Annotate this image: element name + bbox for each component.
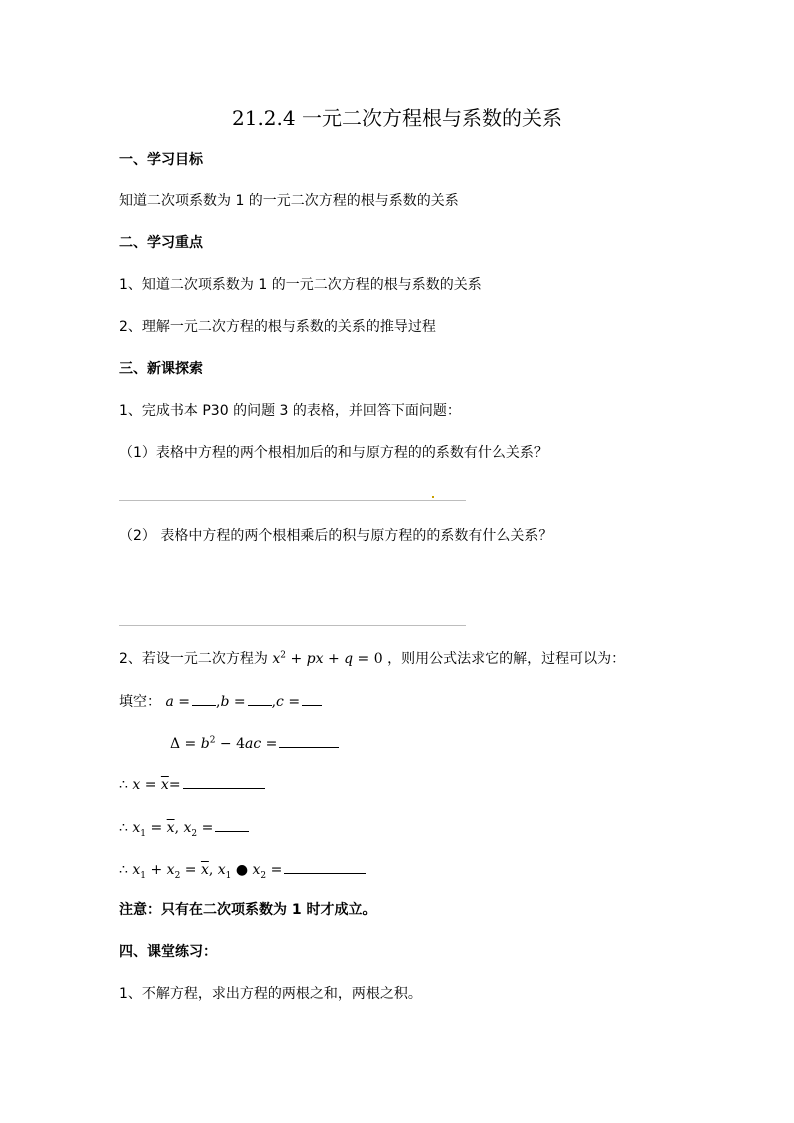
section-heading-explore: 三、新课探索 (119, 361, 203, 377)
note-text: 注意：只有在二次项系数为 1 时才成立。 (119, 902, 377, 918)
explore-item-2-post: ，则用公式法求它的解，过程可以为： (387, 651, 626, 667)
explore-item-2-pre: 2、若设一元二次方程为 (119, 651, 268, 667)
discriminant-blank (279, 733, 339, 748)
sum-product-blank (284, 859, 366, 874)
explore-item-1: 1、完成书本 P30 的问题 3 的表格，并回答下面问题： (119, 403, 461, 419)
section-heading-practice: 四、课堂练习： (119, 944, 217, 960)
explore-item-2 (119, 649, 625, 669)
goals-text: 知道二次项系数为 1 的一元二次方程的根与系数的关系 (119, 193, 459, 209)
fill-label: 填空： (119, 694, 161, 710)
answer-line-1 (119, 500, 466, 501)
section-heading-focus: 二、学习重点 (119, 235, 203, 251)
root-formula-blank (183, 774, 265, 789)
coefficient-blanks: a = ,b = ,c = (165, 694, 322, 710)
sum-product-line: ∴ $x_1 + x_2 = \overline{x}$, $x_1$ ● $x_2$ = (119, 859, 366, 880)
focus-item-1: 1、知道二次项系数为 1 的一元二次方程的根与系数的关系 (119, 277, 482, 293)
explore-question-1: （1）表格中方程的两个根相加后的和与原方程的的系数有什么关系？ (119, 445, 548, 461)
answer-line-2 (119, 625, 466, 626)
explore-question-2: （2） 表格中方程的两个根相乘后的积与原方程的的系数有什么关系？ (119, 528, 553, 544)
stray-dot (432, 496, 434, 498)
root-formula-line: ∴ $x = \overline{x}=$ (119, 774, 265, 795)
page-title: 21.2.4 一元二次方程根与系数的关系 (232, 106, 562, 130)
section-heading-goals: 一、学习目标 (119, 152, 203, 168)
discriminant-formula: $\Delta = b^2 - 4ac$ = (170, 733, 339, 754)
fill-in-coefficients (119, 691, 322, 712)
practice-item-1: 1、不解方程，求出方程的两根之和，两根之积。 (119, 986, 422, 1002)
roots-blank (215, 817, 249, 832)
roots-line: ∴ $x_1 = \overline{x}$, $x_2$ = (119, 817, 249, 838)
quadratic-equation: $x^2$ + px + q = 0 (272, 650, 383, 667)
focus-item-2: 2、理解一元二次方程的根与系数的关系的推导过程 (119, 319, 436, 335)
